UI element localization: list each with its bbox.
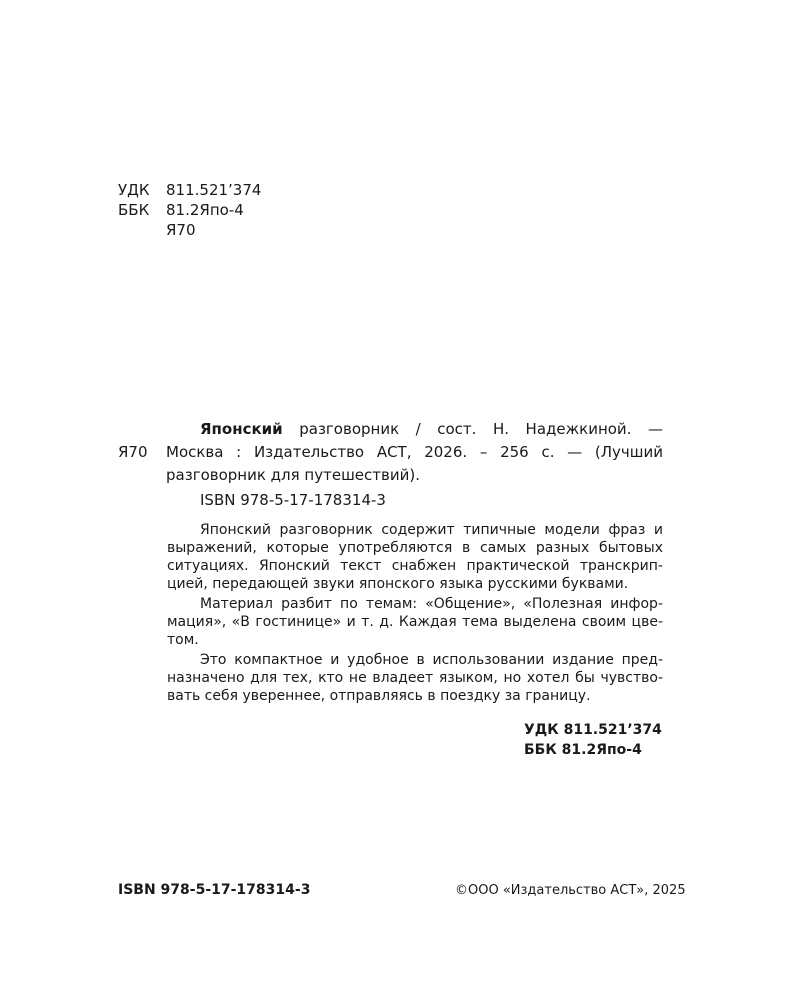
summary-line: Это компактное и удобное в использовании издание пред- — [200, 652, 663, 668]
annotation-line-1-rest: разговорник / сост. Н. Надежкиной. — — [299, 420, 663, 438]
summary-line: том. — [167, 632, 199, 648]
bbk-label: ББК — [118, 201, 150, 219]
summary-line: Материал разбит по темам: «Общение», «Полезная инфор- — [200, 596, 663, 612]
summary-line: цией, передающей звуки японского языка русскими буквами. — [167, 576, 629, 592]
udk-label: УДК — [118, 181, 150, 199]
cutter-side: Я70 — [118, 443, 148, 461]
isbn: ISBN 978-5-17-178314-3 — [200, 491, 386, 509]
summary-line: вать себя увереннее, отправляясь в поездку за границу. — [167, 688, 591, 704]
annotation-line-2: Москва : Издательство АСТ, 2026. – 256 с. — (Лучший — [166, 443, 663, 461]
summary-line: ситуациях. Японский текст снабжен практической транскрип- — [167, 558, 663, 574]
udk-row — [118, 180, 261, 200]
summary-paragraph-2 — [167, 595, 663, 649]
annotation-line-1 — [200, 418, 663, 441]
summary-line: мация», «В гостинице» и т. д. Каждая тема выделена своим цве- — [167, 614, 663, 630]
udk-bottom: УДК 811.521’374 — [524, 722, 662, 738]
bbk-bottom: ББК 81.2Япо-4 — [524, 742, 642, 758]
bbk-value: 81.2Япо-4 — [166, 201, 244, 219]
summary-line: назначено для тех, кто не владеет языком, но хотел бы чувство- — [167, 670, 663, 686]
footer-copyright: ©ООО «Издательство АСТ», 2025 — [455, 883, 686, 898]
summary-line: Японский разговорник содержит типичные модели фраз и — [200, 522, 663, 538]
summary-line: выражений, которые употребляются в самых разных бытовых — [167, 540, 663, 556]
udk-value: 811.521’374 — [166, 181, 262, 199]
footer-isbn: ISBN 978-5-17-178314-3 — [118, 882, 311, 898]
summary-paragraph-3 — [167, 651, 663, 705]
summary-paragraph-1 — [167, 521, 663, 593]
annotation-line-3: разговорник для путешествий). — [166, 466, 420, 484]
book-title: Японский — [200, 420, 283, 438]
cutter-number: Я70 — [166, 221, 196, 239]
bbk-row — [118, 200, 244, 220]
